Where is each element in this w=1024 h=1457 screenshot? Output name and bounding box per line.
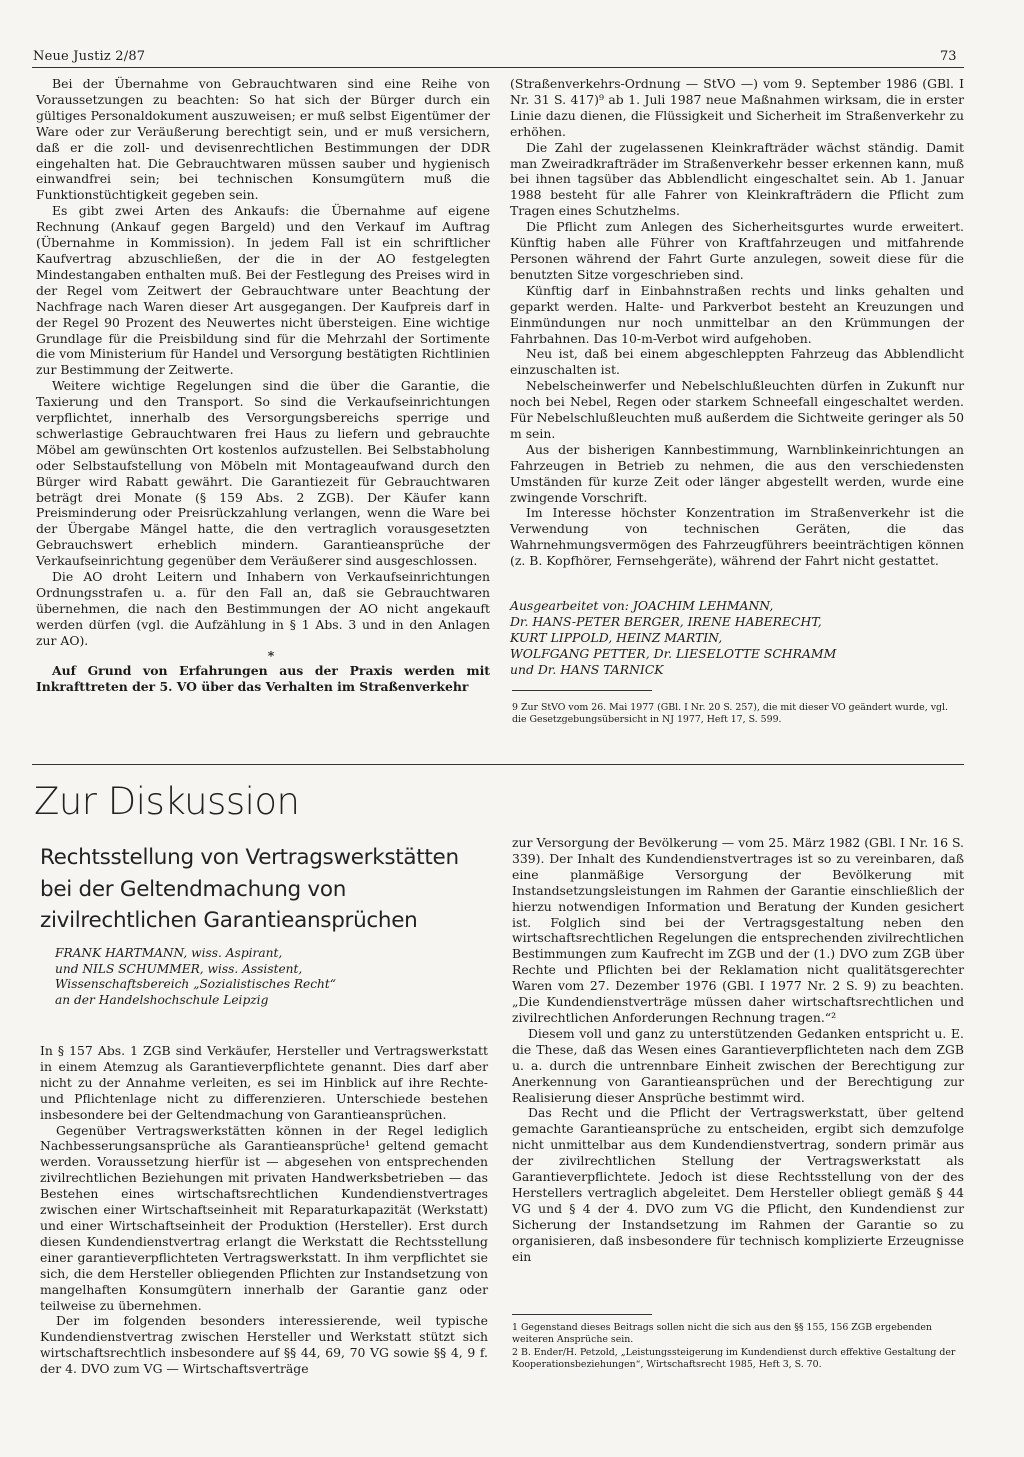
- title-line: zivilrechtlichen Garantieansprüchen: [40, 908, 418, 933]
- paragraph: Die Pflicht zum Anlegen des Sicherheitsgurtes wurde erweitert. Künftig haben alle Führer von Kraftfahrzeugen und mitfahrende Personen während der Fahrt Gurte anzulegen, soweit diese für die benutzten Sitze vorgeschrieben sind.: [510, 219, 964, 282]
- footnote-9: [512, 702, 962, 727]
- footnote-1: 1 Gegenstand dieses Beitrags sollen nicht die sich aus den §§ 155, 156 ZGB ergebenden weiteren Ansprüche sein.: [512, 1322, 932, 1345]
- paragraph-lead: (Straßenverkehrs-Ordnung — StVO —) vom 9. September 1986 (GBl. I Nr. 31 S. 417)⁹ ab 1. Juli 1987 neue Maßnahmen wirksam, die in erster Linie dazu dienen, die Flüssigkeit und Sicherheit im Straßenverkehr zu erhöhen.: [510, 76, 964, 139]
- paragraph: Weitere wichtige Regelungen sind die über die Garantie, die Taxierung und den Transport. So sind die Verkaufseinrichtungen verpflichtet, innerhalb des Versorgungsbereichs sperrige und schwerlastige Gebrauchtwaren frei Haus zu liefern und gebrauchte Möbel am gewünschten Ort kostenlos aufzustellen. Bei Selbstabholung oder Selbstaufstellung von Möbeln mit Montageaufwand durch den Bürger wird Rabatt gewährt. Die Garantiezeit für Gebrauchtwaren beträgt drei Monate (§ 159 Abs. 2 ZGB). Der Käufer kann Preisminderung oder Preisrückzahlung verlangen, wenn die Ware bei der Übergabe Mängel hatte, die den vertraglich vorausgesetzten Gebrauchswert erheblich mindern. Garantieansprüche der Verkaufseinrichtung gegenüber dem Veräußerer sind ausgeschlossen.: [36, 378, 490, 569]
- article-left-column: [40, 1043, 488, 1377]
- paragraph: Die AO droht Leitern und Inhabern von Verkaufseinrichtungen Ordnungsstrafen u. a. für den Fall an, daß sie Gebrauchtwaren übernehmen, die nach den Bestimmungen der AO nicht angekauft werden dürfen (vgl. die Aufzählung in § 1 Abs. 3 und in den Anlagen zur AO).: [36, 569, 490, 648]
- footnote-rule: [512, 690, 652, 691]
- header-rule: [32, 67, 964, 68]
- author-line: FRANK HARTMANN, wiss. Aspirant,: [55, 946, 283, 960]
- section-separator: *: [267, 647, 275, 663]
- author-line: Wissenschaftsbereich „Sozialistisches Recht“: [55, 977, 337, 992]
- credits: [510, 598, 964, 678]
- title-line: Rechtsstellung von Vertragswerkstätten: [40, 845, 459, 870]
- article-title: [40, 842, 500, 937]
- footnote-text: 9 Zur StVO vom 26. Mai 1977 (GBl. I Nr. 20 S. 257), die mit dieser VO geändert wurde, vgl. die Gesetzgebungsübersicht in NJ 1977, Heft 17, S. 599.: [512, 702, 948, 725]
- paragraph: Im Interesse höchster Konzentration im Straßenverkehr ist die Verwendung von technischen Geräten, die das Wahrnehmungsvermögen des Fahrzeugführers beeinträchtigen können (z. B. Kopfhörer, Fernsehgeräte), während der Fahrt nicht gestattet.: [510, 505, 964, 569]
- top-left-column: [36, 76, 490, 694]
- title-line: bei der Geltendmachung von: [40, 876, 347, 902]
- paragraph: Es gibt zwei Arten des Ankaufs: die Übernahme auf eigene Rechnung (Ankauf gegen Bargeld) und den Verkauf im Auftrag (Übernahme in Kommission). In jedem Fall ist ein schriftlicher Kaufvertrag abzuschließen, der die in der AO festgelegten Mindestangaben enthalten muß. Bei der Festlegung des Preises wird in der Regel vom Zeitwert der Gebrauchtware unter Beachtung der Nachfrage nach Waren dieser Art ausgegangen. Der Kaufpreis darf in der Regel 90 Prozent des Neuwertes nicht übersteigen. Eine wichtige Grundlage für die Preisbildung sind für die Mehrzahl der Sortimente die vom Ministerium für Handel und Versorgung bestätigten Richtlinien zur Bestimmung der Zeitwerte.: [36, 203, 490, 378]
- bold-intro: Auf Grund von Erfahrungen aus der Praxis werden mit Inkrafttreten der 5. VO über das Verhalten im Straßenverkehr: [36, 662, 490, 694]
- paragraph: Die Zahl der zugelassenen Kleinkrafträder wächst ständig. Damit man Zweiradkrafträder im Straßenverkehr besser erkennen kann, muß bei ihnen tagsüber das Abblendlicht eingeschaltet sein. Ab 1. Januar 1988 besteht für alle Fahrer von Kleinkrafträdern die Pflicht zum Tragen eines Schutzhelms.: [510, 139, 964, 219]
- paragraph: Der im folgenden besonders interessierende, weil typische Kundendienstvertrag zwischen Hersteller und Werkstatt stützt sich wirtschaftsrechtlich insbesondere auf §§ 44, 69, 70 VG sowie §§ 4, 9 f. der 4. DVO zum VG — Wirtschaftsverträge: [40, 1313, 488, 1377]
- paragraph: In § 157 Abs. 1 ZGB sind Verkäufer, Hersteller und Vertragswerkstatt in einem Atemzug als Garantieverpflichtete genannt. Dies darf aber nicht zu der Annahme verleiten, es sei im Hinblick auf ihre Rechte- und Pflichtenlage nicht zu differenzieren. Unterschiede bestehen insbesondere bei der Geltendmachung von Garantieansprüchen.: [40, 1043, 488, 1122]
- paragraph: Nebelscheinwerfer und Nebelschlußleuchten dürfen in Zukunft nur noch bei Nebel, Regen oder starkem Schneefall eingeschaltet werden. Für Nebelschlußleuchten muß außerdem die Sichtweite geringer als 50 m sein.: [510, 378, 964, 441]
- paragraph-lead: zur Versorgung der Bevölkerung — vom 25. März 1982 (GBl. I Nr. 16 S. 339). Der Inhalt des Kundendienstvertrages ist so zu vereinbaren, daß eine planmäßige Versorgung der Bevölkerung mit Instandsetzungsleistungen im Rahmen der Garantie einschließlich der hierzu notwendigen Information und Beratung der Kunden gesichert ist. Folglich sind bei der Vertragsgestaltung neben den wirtschaftsrechtlichen Regelungen die entsprechenden zivilrechtlichen Bestimmungen zum Kaufrecht im ZGB und der (1.) DVO zum ZGB über Rechte und Pflichten bei der Reklamation nicht qualitätsgerechter Waren vom 27. Dezember 1976 (GBl. I 1977 Nr. 2 S. 9) zu beachten. „Die Kundendienstverträge müssen daher wirtschaftsrechtlichen und zivilrechtlichen Anforderungen Rechnung tragen.“²: [512, 835, 964, 1025]
- credit-line: KURT LIPPOLD, HEINZ MARTIN,: [510, 629, 723, 645]
- page-number: 73: [940, 49, 957, 64]
- article-footnotes: [512, 1322, 962, 1372]
- credit-line: WOLFGANG PETTER, Dr. LIESELOTTE SCHRAMM: [510, 645, 837, 661]
- paragraph: Diesem voll und ganz zu unterstützenden Gedanken entspricht u. E. die These, daß das Wesen eines Garantieverpflichteten nach dem ZGB u. a. durch die untrennbare Einheit zwischen der Berechtigung zur Anerkennung von Garantieansprüchen und der Berechtigung zur Realisierung dieser Ansprüche bestimmt wird.: [512, 1025, 964, 1105]
- article-right-column: [512, 835, 964, 1264]
- paragraph: Aus der bisherigen Kannbestimmung, Warnblinkeinrichtungen an Fahrzeugen in Betrieb zu nehmen, die aus den verschiedensten Umständen für kurze Zeit oder länger abgestellt werden, wurde eine zwingende Vorschrift.: [510, 441, 964, 505]
- paragraph: Bei der Übernahme von Gebrauchtwaren sind eine Reihe von Voraussetzungen zu beachten: So hat sich der Bürger durch ein gültiges Personaldokument auszuweisen; er muß selbst Eigentümer der Ware oder zur Veräußerung berechtigt sein, und er muß versichern, daß er die zoll- und devisenrechtlichen Bestimmungen der DDR eingehalten hat. Die Gebrauchtwaren müssen sauber und hygienisch einwandfrei sein; bei technischen Konsumgütern muß die Funktionstüchtigkeit gegeben sein.: [36, 76, 490, 203]
- top-right-column: [510, 76, 964, 569]
- section-heading: Zur Diskussion: [34, 780, 300, 823]
- paragraph: Das Recht und die Pflicht der Vertragswerkstatt, über geltend gemachte Garantieansprüche zu entscheiden, ergibt sich demzufolge nicht unmittelbar aus dem Kundendienstvertrag, sondern primär aus der zivilrechtlichen Stellung der Vertragswerkstatt als Garantieverpflichtete. Jedoch ist diese Rechtsstellung von der des Herstellers vertraglich abgeleitet. Dem Hersteller obliegt gemäß § 44 VG und § 4 der 4. DVO zum VG die Pflicht, den Kundendienst zur Sicherung der Instandsetzung im Rahmen der Garantie so zu organisieren, daß insbesondere für technisch komplizierte Erzeugnisse ein: [512, 1105, 964, 1264]
- footnote-rule: [512, 1314, 652, 1315]
- credit-line: Dr. HANS-PETER BERGER, IRENE HABERECHT,: [510, 613, 822, 629]
- footnote-2: 2 B. Ender/H. Petzold, „Leistungssteigerung im Kundendienst durch effektive Gestaltung der Kooperationsbeziehungen“, Wirtschaftsrecht 1985, Heft 3, S. 70.: [512, 1347, 956, 1370]
- section-rule: [32, 764, 964, 765]
- credit-line: Ausgearbeitet von: JOACHIM LEHMANN,: [510, 598, 774, 613]
- credit-line: und Dr. HANS TARNICK: [510, 661, 664, 677]
- author-line: an der Handelshochschule Leipzig: [55, 992, 269, 1007]
- paragraph: Künftig darf in Einbahnstraßen rechts und links gehalten und geparkt werden. Halte- und Parkverbot besteht an Kreuzungen und Einmündungen nur noch unmittelbar an den Krümmungen der Fahrbahnen. Das 10-m-Verbot wird aufgehoben.: [510, 282, 964, 346]
- journal-header: Neue Justiz 2/87: [33, 49, 146, 64]
- author-line: und NILS SCHUMMER, wiss. Assistent,: [55, 961, 303, 976]
- article-authors: [55, 946, 495, 1008]
- paragraph: Neu ist, daß bei einem abgeschleppten Fahrzeug das Abblendlicht einzuschalten ist.: [510, 346, 964, 378]
- paragraph: Gegenüber Vertragswerkstätten können in der Regel lediglich Nachbesserungsansprüche als Garantieansprüche¹ geltend gemacht werden. Voraussetzung hierfür ist — abgesehen von entsprechenden zivilrechtlichen Beziehungen mit privaten Handwerksbetrieben — das Bestehen eines wirtschaftsrechtlichen Kundendienstvertrages zwischen einer Wirtschaftseinheit mit Reparaturkapazität (Werkstatt) und einer Wirtschaftseinheit der Produktion (Hersteller). Erst durch diesen Kundendienstvertrag erlangt die Werkstatt die Rechtsstellung einer garantieverpflichteten Vertragswerkstatt. In ihm verpflichtet sie sich, die dem Hersteller obliegenden Pflichten zur Instandsetzung von mangelhaften Konsumgütern innerhalb der Garantie ganz oder teilweise zu übernehmen.: [40, 1122, 488, 1313]
